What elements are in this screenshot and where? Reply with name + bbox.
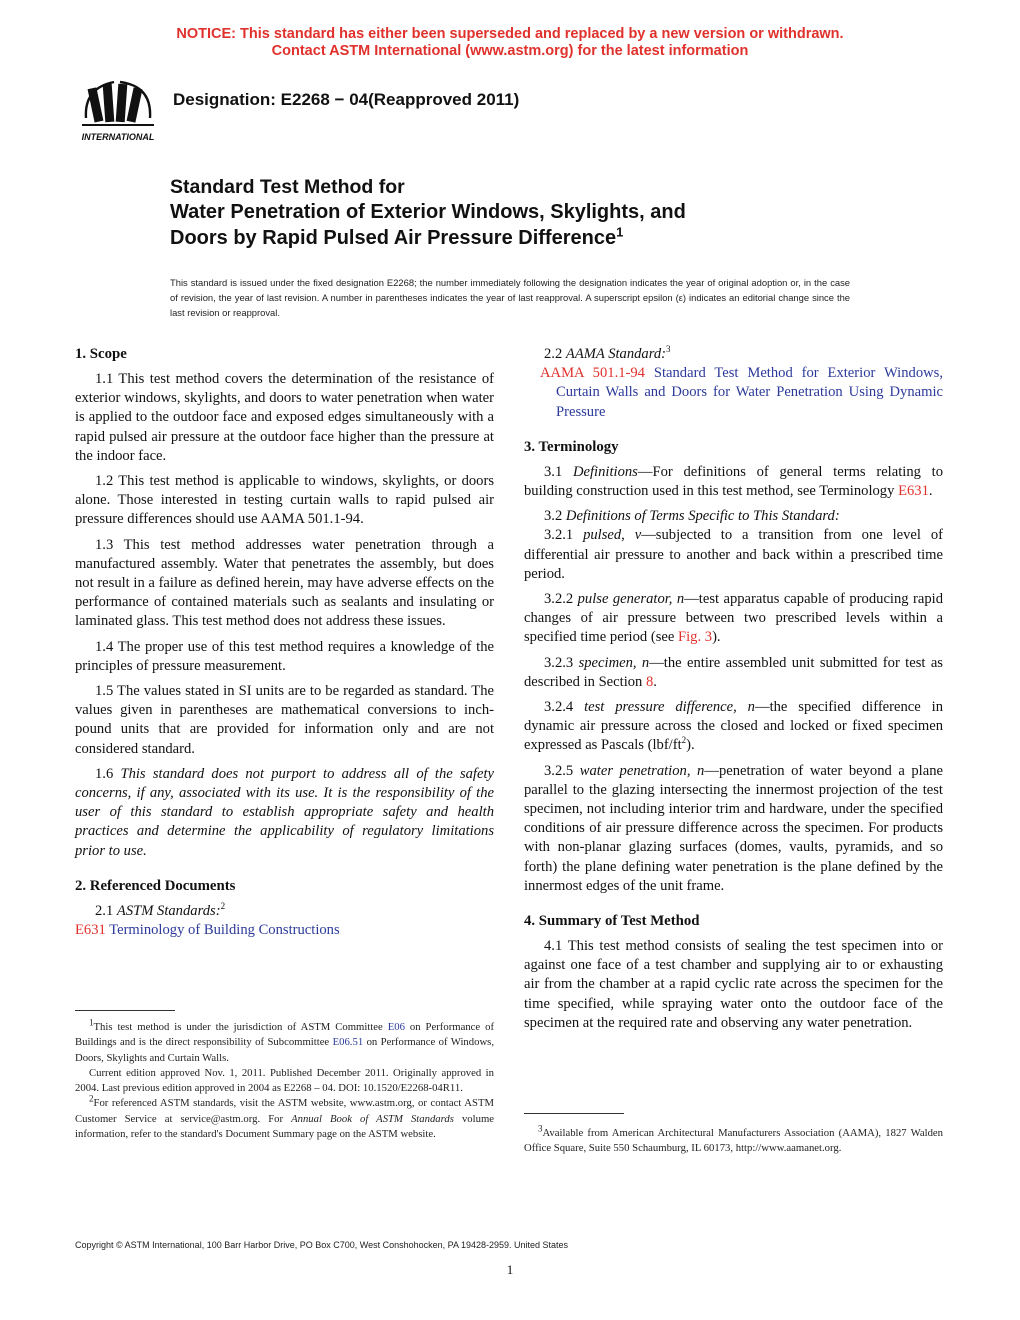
page-number: 1 <box>506 1262 514 1277</box>
fig-3-link[interactable]: Fig. 3 <box>678 629 713 646</box>
paragraph-1-6: 1.6 This standard does not purport to address all of the safety concerns, if any, associated with its use. It is the responsibility of the user of this standard to establish appropriate safety and health practices and determine the applicability of regulatory limitations prior to use. <box>75 765 494 859</box>
aama-title-link[interactable]: Standard Test Method for Exterior Windows, Curtain Walls and Doors for Water Penetration Using Dynamic Pressure <box>556 365 943 420</box>
footnotes-right <box>524 1123 943 1157</box>
paragraph-2-2: 2.2 AAMA Standard:$^3$ <box>544 344 671 362</box>
paragraph-3-2-1: 3.2.1 pulsed, v—subjected to a transition from one level of differential air pressure to another and back within a prescribed time period. <box>524 527 943 582</box>
paragraph-3-2: 3.2 Definitions of Terms Specific to This Standard: <box>544 508 840 525</box>
reference-aama <box>524 364 943 422</box>
section-heading-scope: 1. Scope <box>75 346 127 362</box>
title-footnote-mark: 1 <box>616 224 624 240</box>
paragraph-4-1: 4.1 This test method consists of sealing the test specimen into or against one face of a test chamber and supplying air to or exhausting air from the chamber at a rapid cyclic rate across the specimen for the time specified, while spraying water onto the outdoor face of the specimen at the required rate and observing any water penetration. <box>524 938 943 1031</box>
astm-logo <box>74 74 162 144</box>
title-line-1: Standard Test Method for <box>170 176 405 198</box>
footnote-rule-right <box>524 1113 624 1114</box>
section-heading-referenced-documents: 2. Referenced Documents <box>75 877 236 894</box>
e06-link[interactable]: E06 <box>387 1021 405 1033</box>
right-column <box>524 345 943 1033</box>
paragraph-3-2-2: 3.2.2 pulse generator, n—test apparatus capable of producing rapid changes of air pressure between two prescribed levels within a specified time period (see Fig. 3). <box>524 591 943 646</box>
section-heading-summary: 4. Summary of Test Method <box>524 913 700 930</box>
withdrawal-notice <box>0 26 1020 60</box>
reference-e631 <box>75 921 494 940</box>
e631-ref-link[interactable]: E631 <box>898 483 929 500</box>
document-title <box>170 175 930 251</box>
footnotes-left <box>75 1017 495 1142</box>
footnote-rule-left <box>75 1010 175 1011</box>
title-line-2: Water Penetration of Exterior Windows, Skylights, and <box>170 201 686 223</box>
aama-link[interactable]: AAMA 501.1-94 <box>540 365 645 382</box>
paragraph-3-2-5: 3.2.5 water penetration, n—penetration of water beyond a plane parallel to the glazing intersecting the innermost projection of the test specimen, not including interior trim and hardware, under the specified conditions of air pressure difference across the specimen. For products with non-planar glazing surfaces (domes, vaults, pyramids, and so forth) the plane defining water penetration is the plane defined by the innermost edges of the unit frame. <box>524 762 943 894</box>
e631-title-link[interactable]: Terminology of Building Constructions <box>109 922 340 939</box>
section-8-link[interactable]: 8 <box>646 673 654 690</box>
title-line-3: Doors by Rapid Pulsed Air Pressure Difference$^1$ <box>170 224 624 249</box>
e06-51-link[interactable]: E06.51 <box>332 1036 364 1049</box>
logo-caption: INTERNATIONAL <box>81 132 155 142</box>
designation: Designation: E2268 − 04(Reapproved 2011) <box>173 90 520 109</box>
section-heading-terminology: 3. Terminology <box>524 438 619 455</box>
paragraph-3-1: 3.1 Definitions—For definitions of general terms relating to building construction used in this test method, see Terminology E631. <box>524 463 943 500</box>
paragraph-1-4: 1.4 The proper use of this test method requires a knowledge of the principles of pressure measurement. <box>75 638 494 674</box>
footnote-3: $^3$Available from American Architectural Manufacturers Association (AAMA), 1827 Walden Office Square, Suite 550 Schaumburg, IL 60173, http://www.aamanet.org. <box>524 1123 943 1155</box>
e631-link[interactable]: E631 <box>75 922 106 939</box>
paragraph-2-1: 2.1 ASTM Standards:$^2$ <box>95 901 226 919</box>
paragraph-3-2-4: 3.2.4 test pressure difference, n—the specified difference in dynamic air pressure across the closed and locked or fixed specimen expressed as Pascals $(lbf/ft^2)$. <box>524 699 943 754</box>
left-column <box>75 345 494 940</box>
notice-line-1: NOTICE: This standard has either been superseded and replaced by a new version or withdrawn. <box>176 26 844 42</box>
footnote-2: $^2$For referenced ASTM standards, visit the ASTM website, www.astm.org, or contact ASTM Customer Service at service@astm.org. For Annual Book of ASTM Standards volume information, refer to the standard's Document Summary page on the ASTM website. <box>75 1093 495 1141</box>
paragraph-1-3: 1.3 This test method addresses water penetration through a manufactured assembly. Water that penetrates the assembly, but does not result in a failure as defined herein, may have adverse effects on the performance of contained materials such as sealants and insulating or laminated glass. This test method does not address these issues. <box>75 536 494 630</box>
copyright: Copyright © ASTM International, 100 Barr Harbor Drive, PO Box C700, West Conshohocken, PA 19428-2959. United States <box>75 1240 569 1250</box>
footnote-1-edition: Current edition approved Nov. 1, 2011. Published December 2011. Originally approved in 2004. Last previous edition approved in 2004 as E2268 – 04. DOI: 10.1520/E2268-04R11. <box>75 1066 494 1095</box>
footnote-1: $^1$This test method is under the jurisdiction of ASTM Committee E06 on Performance of Buildings and is the direct responsibility of Subcommittee E06.51 on Performance of Windows, Doors, Skylights and Curtain Walls. <box>75 1017 495 1064</box>
paragraph-1-2: 1.2 This test method is applicable to windows, skylights, or doors alone. Those interested in testing curtain walls to rapid pulsed air pressure differences should use AAMA 501.1-94. <box>75 473 494 528</box>
paragraph-1-5: 1.5 The values stated in SI units are to be regarded as standard. The values given in parentheses are mathematical conversions to inch-pound units that are provided for information only and are not considered standard. <box>75 683 494 757</box>
paragraph-1-1: 1.1 This test method covers the determination of the resistance of exterior windows, skylights, and doors to water penetration when water is applied to the outdoor face and exposed edges simultaneously with a rapid pulsed air pressure at the outdoor face higher than the pressure at the indoor face. <box>75 371 494 464</box>
notice-line-2: Contact ASTM International (www.astm.org) for the latest information <box>271 43 749 59</box>
paragraph-3-2-3: 3.2.3 specimen, n—the entire assembled unit submitted for test as described in Section 8. <box>524 654 943 690</box>
issued-statement: This standard is issued under the fixed designation E2268; the number immediately following the designation indicates the year of original adoption or, in the case of revision, the year of last revision. A number in parentheses indicates the year of last reapproval. A superscript epsilon (ε) indicates an editorial change since the last revision or reapproval. <box>170 277 850 318</box>
